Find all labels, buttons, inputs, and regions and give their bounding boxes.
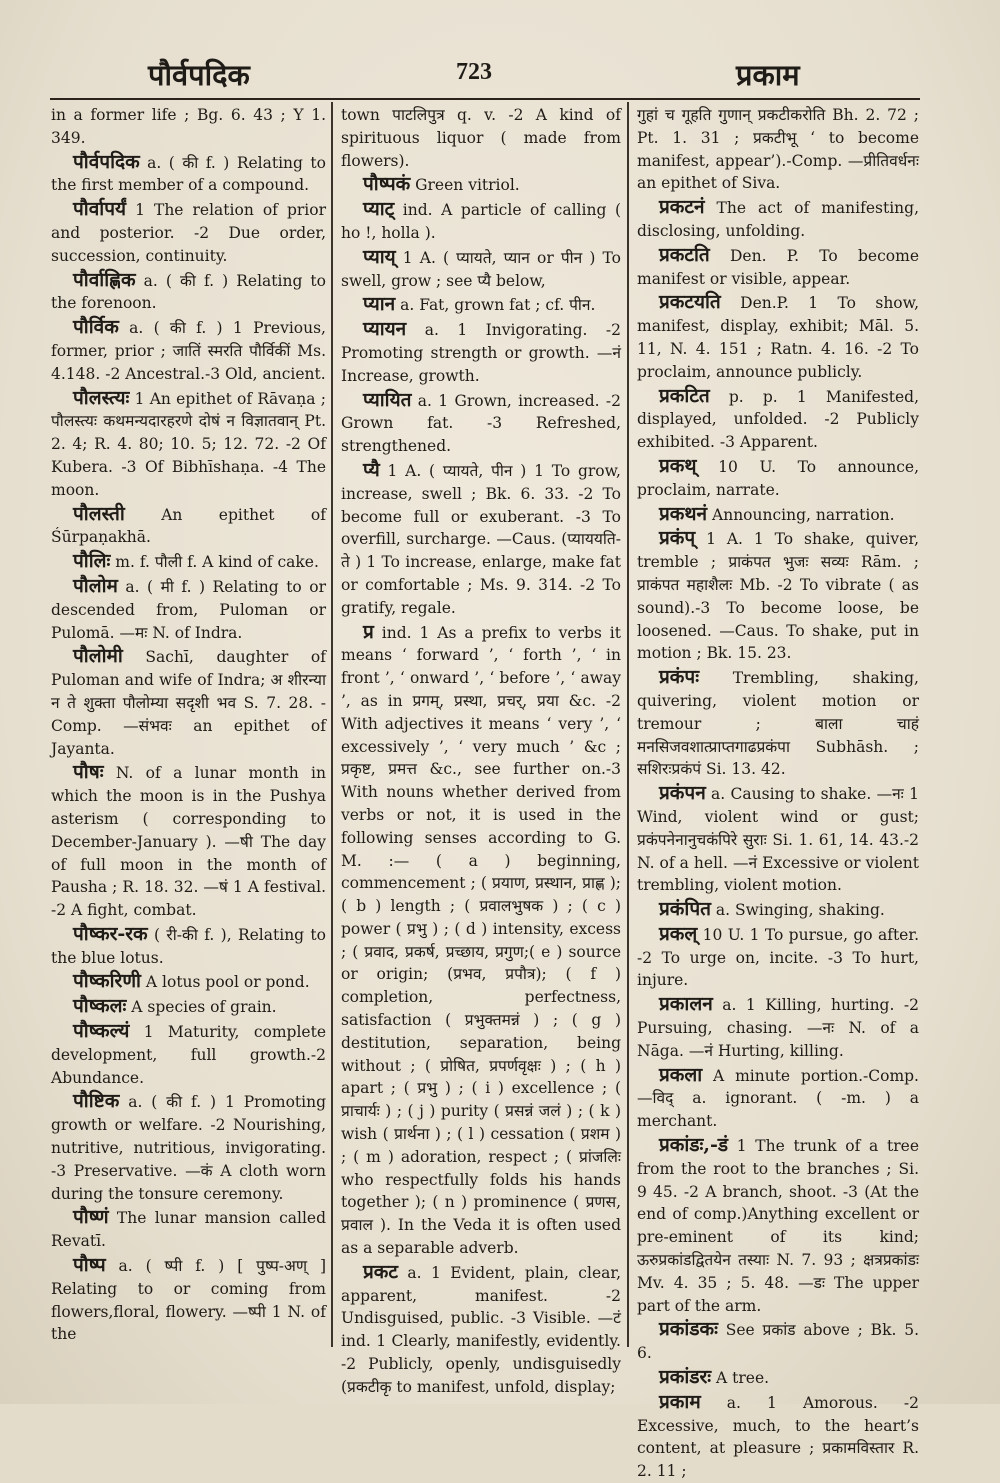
- entry-definition: A tree.: [711, 1369, 770, 1388]
- dictionary-entry: [51, 995, 326, 1019]
- dictionary-entry: [637, 923, 919, 992]
- entry-definition: A minute portion.-Comp. —विद् a. ignorant. ( -m. ) a merchant.: [637, 1066, 919, 1131]
- dictionary-entry: [637, 1064, 919, 1133]
- dictionary-entry: [637, 291, 919, 383]
- entry-headword: प्रकांडः,-डं: [659, 1134, 728, 1157]
- entry-headword: प्रकाम: [659, 1390, 701, 1413]
- entry-headword: पौष्प: [73, 1254, 106, 1277]
- entry-headword: प्रकंपन: [659, 782, 706, 805]
- entry-definition: 1 A. ( प्यायते, पीन ) 1 To grow, increase, swell ; Bk. 6. 33. -2 To become full or exuberant. -3 To overfill, surcharge. —Caus. (प्याययति-ते ) 1 To increase, enlarge, make fat or comfortable ; Ms. 9. 314. -2 To gratify, regale.: [341, 461, 621, 617]
- entry-headword: पौलिः: [73, 550, 111, 573]
- entry-definition: a. 1 Evident, plain, clear, apparent, manifest. -2 Undisguised, public. -3 Visible. —टं ind. 1 Clearly, manifestly, evidently. -2 Publicly, openly, undisguisedly (प्रकटीकृ to manifest, unfold, display;: [341, 1263, 621, 1396]
- entry-headword: प्रकालन: [659, 993, 713, 1016]
- left-guide-word: पौर्वपदिक: [148, 58, 250, 92]
- dictionary-entry: [637, 1366, 919, 1390]
- entry-headword: प्यान: [363, 293, 396, 316]
- dictionary-entry: [51, 761, 326, 922]
- entry-definition: Den. P. To become manifest or visible, appear.: [637, 246, 919, 288]
- entry-headword: पौष्कर-रक: [73, 922, 148, 945]
- entry-definition: m. f. पौली f. A kind of cake.: [110, 553, 319, 572]
- entry-headword: पौष्पकं: [363, 173, 411, 196]
- entry-headword: प्यै: [363, 458, 380, 481]
- entry-headword: पौष्णं: [73, 1206, 109, 1229]
- dictionary-entry: [341, 104, 621, 172]
- entry-definition: 1 An epithet of Rāvaṇa ; पौलस्त्यः कथमन्यदारहरणे दोषं न विज्ञातवान् Pt. 2. 4; R. 4. 80; 10. 5; 12. 72. -2 Of Kubera. -3 Of Bibhīshaṇa. -4 The moon.: [51, 389, 326, 499]
- entry-headword: प्रकटति: [659, 243, 710, 266]
- dictionary-entry: [51, 550, 326, 574]
- entry-definition: See प्रकांड above ; Bk. 5. 6.: [637, 1321, 919, 1363]
- entry-headword: प्रकांडरः: [659, 1366, 712, 1389]
- entry-definition: A species of grain.: [126, 998, 277, 1017]
- entry-definition: Trembling, shaking, quivering, violent motion or tremour ; बाला चाहं मनसिजवशात्प्राप्तगाढप्रकंपा Subhāsh. ; सशिरःप्रकंपं Si. 13. 42.: [637, 669, 919, 779]
- entry-headword: पौलोमी: [73, 645, 123, 668]
- entry-definition: Den.P. 1 To show, manifest, display, exhibit; Māl. 5. 11, N. 4. 151 ; Ratn. 4. 16. -2 To proclaim, announce publicly.: [637, 294, 919, 381]
- entry-definition: a. ( की f. ) Relating to the first member of a compound.: [51, 153, 326, 195]
- entry-definition: a. Fat, grown fat ; cf. पीन.: [395, 296, 596, 315]
- entry-headword: प्रकल्: [659, 922, 698, 945]
- entry-headword: प्रकथनं: [659, 502, 708, 525]
- entry-definition: Green vitriol.: [410, 176, 520, 195]
- dictionary-entry: [51, 1254, 326, 1346]
- column-1: [51, 104, 326, 1344]
- entry-definition: 1 The trunk of a tree from the root to the branches ; Si. 9 45. -2 A branch, shoot. -3 (At the end of comp.)Anything excellent or pre-eminent of its kind; ऊरुप्रकांडद्वितयेन तस्याः N. 7. 93 ; क्षत्रप्रकांडः Mv. 4. 35 ; 5. 48. —डः The upper part of the arm.: [637, 1137, 919, 1315]
- dictionary-entry: [637, 455, 919, 502]
- entry-definition: 1 The relation of prior and posterior. -2 Due order, succession, continuity.: [51, 201, 326, 265]
- entry-headword: पौलस्ती: [73, 502, 125, 525]
- dictionary-entry: [341, 293, 621, 317]
- entry-definition: Announcing, narration.: [707, 505, 895, 524]
- entry-definition: Sachī, daughter of Puloman and wife of Indra; अ शीरन्या न ते शुक्ता पौलोम्या सदृशी भव S. 7. 28. -Comp. —संभवः an epithet of Jayanta.: [51, 648, 326, 758]
- entry-headword: प्रकटनं: [659, 196, 705, 219]
- entry-headword: प्रकट: [363, 1260, 398, 1283]
- dictionary-entry: [51, 316, 326, 385]
- entry-definition: The act of manifesting, disclosing, unfolding.: [637, 199, 919, 240]
- dictionary-entry: [51, 269, 326, 316]
- entry-definition: ( री-की f. ), Relating to the blue lotus.: [51, 925, 326, 967]
- dictionary-entry: [51, 645, 326, 760]
- dictionary-entry: [341, 173, 621, 197]
- dictionary-entry: [637, 527, 919, 665]
- entry-headword: पौलोम: [73, 574, 118, 597]
- right-guide-word: प्रकाम: [736, 58, 800, 92]
- entry-definition: An epithet of Śūrpaṇakhā.: [51, 505, 326, 547]
- dictionary-entry: [51, 503, 326, 550]
- entry-definition: a. 1 Invigorating. -2 Promoting strength or growth. —नं Increase, growth.: [341, 321, 621, 385]
- dictionary-entry: [637, 503, 919, 527]
- dictionary-entry: [341, 318, 621, 387]
- dictionary-entry: [51, 923, 326, 970]
- dictionary-entry: [341, 1261, 621, 1399]
- entry-definition: ind. A particle of calling ( ho !, holla ).: [341, 201, 621, 242]
- dictionary-entry: [51, 1090, 326, 1205]
- entry-definition: a. ( की f. ) 1 Previous, former, prior ; जातिं स्मरति पौर्विकीं Ms. 4.148. -2 Ancestral.-3 Old, ancient.: [51, 319, 326, 383]
- entry-definition: a. ( की f. ) Relating to the forenoon.: [51, 271, 326, 313]
- entry-headword: पौष्कल्यं: [73, 1020, 130, 1043]
- entry-definition: in a former life ; Bg. 6. 43 ; Y 1. 349.: [51, 106, 326, 147]
- entry-definition: A lotus pool or pond.: [140, 973, 310, 992]
- dictionary-entry: [637, 666, 919, 781]
- dictionary-entry: [637, 782, 919, 897]
- dictionary-entry: [341, 389, 621, 458]
- entry-headword: प्रकंप्: [659, 527, 696, 550]
- dictionary-entry: [51, 151, 326, 198]
- dictionary-entry: [637, 244, 919, 291]
- dictionary-entry: [51, 387, 326, 502]
- entry-definition: a. 1 Killing, hurting. -2 Pursuing, chasing. —नः N. of a Nāga. —नं Hurting, killing.: [637, 996, 919, 1060]
- entry-headword: प्याय्: [363, 245, 396, 268]
- dictionary-entry: [637, 104, 919, 195]
- entry-definition: a. Causing to shake. —नः 1 Wind, violent wind or gust; प्रकंपनेनानुचकंपिरे सुराः Si. 1. 61, 14. 43.-2 N. of a hell. —नं Excessive or violent trembling, violent motion.: [637, 785, 919, 895]
- header-rule: [50, 98, 920, 100]
- entry-headword: पौष्करिणी: [73, 970, 141, 993]
- dictionary-entry: [341, 459, 621, 620]
- dictionary-entry: [637, 898, 919, 922]
- entry-definition: गुहां च गूहति गुणान् प्रकटीकरोति Bh. 2. 72 ; Pt. 1. 31 ; प्रकटीभू ‘ to become manifest, appear’).-Comp. —प्रीतिवर्धनः an epithet of Siva.: [637, 106, 919, 193]
- entry-definition: a. ( की f. ) 1 Promoting growth or welfare. -2 Nourishing, nutritive, nutritious, invigorating. -3 Preservative. —कं A cloth worn during the tonsure ceremony.: [51, 1093, 326, 1203]
- entry-definition: a. 1 Grown, increased. -2 Grown fat. -3 Refreshed, strengthened.: [341, 391, 621, 456]
- dictionary-entry: [51, 104, 326, 150]
- entry-definition: a. Swinging, shaking.: [710, 901, 885, 920]
- entry-definition: N. of a lunar month in which the moon is in the Pushya asterism ( corresponding to December-January ). —षी The day of full moon in the month of Pausha ; R. 18. 32. —षं 1 A festival. -2 A fight, combat.: [51, 764, 326, 920]
- dictionary-entry: [341, 621, 621, 1260]
- entry-definition: 1 Maturity, complete development, full growth.-2 Abundance.: [51, 1023, 326, 1087]
- page-number: 723: [456, 59, 492, 85]
- entry-headword: प्यायित: [363, 388, 412, 411]
- entry-headword: पौर्वापर्यं: [73, 198, 127, 221]
- dictionary-entry: [637, 1134, 919, 1317]
- entry-headword: प्र: [363, 620, 374, 643]
- entry-definition: 1 A. 1 To shake, quiver, tremble ; प्राकंपत भुजः सव्यः Rām. ; प्राकंपत महाशैलः Mb. -2 To vibrate ( as sound).-3 To become loose, be loosened. —Caus. To shake, put in motion ; Bk. 15. 23.: [637, 530, 919, 663]
- entry-headword: पौलस्त्यः: [73, 386, 130, 409]
- dictionary-entry: [51, 198, 326, 267]
- column-divider-2: [627, 102, 629, 1347]
- entry-headword: पौष्टिक: [73, 1090, 120, 1113]
- dictionary-entry: [637, 196, 919, 243]
- entry-definition: 10 U. 1 To pursue, go after. -2 To urge on, incite. -3 To hurt, injure.: [637, 925, 919, 990]
- dictionary-entry: [637, 993, 919, 1062]
- entry-definition: 1 A. ( प्यायते, प्यान or पीन ) To swell, grow ; see प्यै below,: [341, 248, 621, 290]
- dictionary-entry: [51, 1206, 326, 1253]
- entry-headword: पौर्वपदिक: [73, 150, 140, 173]
- entry-headword: प्यायन: [363, 318, 407, 341]
- entry-definition: town पाटलिपुत्र q. v. -2 A kind of spirituous liquor ( made from flowers).: [341, 106, 621, 170]
- entry-definition: a. 1 Amorous. -2 Excessive, much, to the heart’s content, at pleasure ; प्रकामविस्तार R. 2. 11 ;: [637, 1393, 919, 1481]
- entry-definition: ind. 1 As a prefix to verbs it means ‘ forward ’, ‘ forth ’, ‘ in front ’, ‘ onward ’, ‘ before ’, ‘ away ’, as in प्रगम्, प्रस्था, प्रचर्, प्रया &c. -2 With adjectives it means ‘ very ’, ‘ excessively ’, ‘ very much ’ &c ; प्रकृष्ट, प्रमत्त &c., see further on.-3 With nouns whether derived from verbs or not, it is used in the following senses according to G. M. :— ( a ) beginning, commencement ; ( प्रयाण, प्रस्थान, प्राह्ण ); ( b ) length ; ( प्रवालभुषक ) ; ( c ) power ( प्रभु ) ; ( d ) intensity, excess ; ( प्रवाद, प्रकर्ष, प्रच्छाय, प्रगुण;( e ) source or origin; (प्रभव, प्रपौत्र); ( f ) completion, perfectness, satisfaction ( प्रभुक्तमन्नं ) ; ( g ) destitution, separation, being without ; ( प्रोषित, प्रपर्णवृक्षः ) ; ( h ) apart ; ( प्रभु ) ; ( i ) excellence ; ( प्राचार्यः ) ; ( j ) purity ( प्रसन्नं जलं ) ; ( k ) wish ( प्रार्थना ) ; ( l ) cessation ( प्रशम ) ; ( m ) adoration, respect ; ( प्रांजलिः who respectfully folds his hands together ); ( n ) prominence ( प्रणस, प्रवाल ). In the Veda it is often used as a separable adverb.: [341, 623, 621, 1258]
- dictionary-entry: [637, 1391, 919, 1483]
- entry-headword: प्रकला: [659, 1063, 703, 1086]
- column-2: [341, 104, 621, 1396]
- entry-definition: p. p. 1 Manifested, displayed, unfolded. -2 Publicly exhibited. -3 Apparent.: [637, 387, 919, 452]
- entry-definition: The lunar mansion called Revatī.: [51, 1209, 326, 1251]
- dictionary-entry: [341, 246, 621, 293]
- dictionary-entry: [51, 1020, 326, 1089]
- entry-headword: पौर्वाह्णिक: [73, 268, 136, 291]
- entry-headword: पौष्कलः: [73, 995, 127, 1018]
- dictionary-entry: [51, 970, 326, 994]
- dictionary-entry: [341, 198, 621, 245]
- column-3: [637, 104, 919, 1481]
- entry-definition: 10 U. To announce, proclaim, narrate.: [637, 457, 919, 499]
- running-head: [0, 55, 1000, 101]
- entry-definition: a. ( ष्पी f. ) [ पुष्प-अण् ] Relating to or coming from flowers,floral, flowery. —ष्पी 1 N. of the: [51, 1257, 326, 1344]
- entry-headword: प्रकटित: [659, 384, 710, 407]
- entry-definition: a. ( मी f. ) Relating to or descended from, Puloman or Pulomā. —मः N. of Indra.: [51, 577, 326, 642]
- column-divider-1: [331, 102, 333, 1347]
- dictionary-entry: [51, 575, 326, 644]
- dictionary-entry: [637, 1318, 919, 1365]
- entry-headword: प्रकंपः: [659, 666, 700, 689]
- entry-headword: प्याट्: [363, 198, 395, 221]
- entry-headword: प्रकांडकः: [659, 1318, 718, 1341]
- entry-headword: पौषः: [73, 761, 104, 784]
- entry-headword: प्रकंपित: [659, 898, 711, 921]
- entry-headword: प्रकथ्: [659, 454, 697, 477]
- entry-headword: पौर्विक: [73, 316, 119, 339]
- dictionary-entry: [637, 385, 919, 454]
- entry-headword: प्रकटयति: [659, 291, 721, 314]
